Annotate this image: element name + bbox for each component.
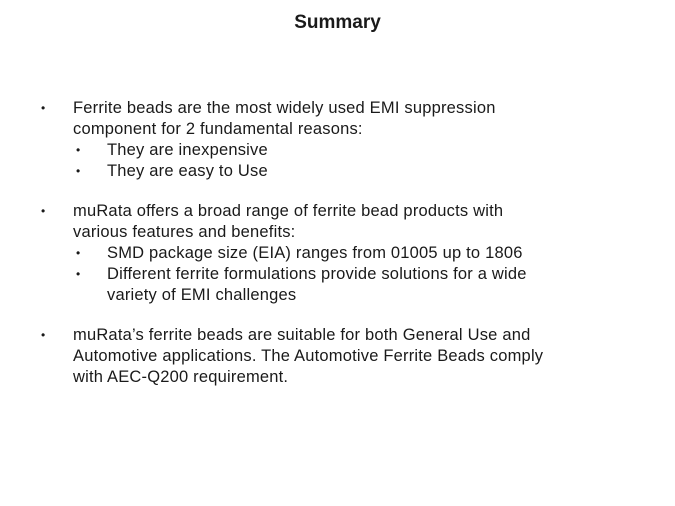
bullet-text bbox=[40, 201, 640, 243]
sub-bullet-item-package-size bbox=[40, 243, 640, 264]
bullet-line: component for 2 fundamental reasons: bbox=[73, 120, 363, 138]
sub-bullet-line: variety of EMI challenges bbox=[107, 286, 297, 304]
bullet-line: Automotive applications. The Automotive Ferrite Beads comply bbox=[73, 347, 544, 365]
sub-bullet-item-easy-to-use bbox=[40, 161, 640, 182]
slide-title: Summary bbox=[294, 12, 381, 33]
bullet-dot-icon: • bbox=[41, 328, 46, 342]
bullet-dot-icon: • bbox=[76, 164, 81, 178]
bullet-dot-icon: • bbox=[76, 246, 81, 260]
bullet-text bbox=[40, 98, 640, 140]
sub-bullet-item-inexpensive bbox=[40, 140, 640, 161]
bullet-item-product-range bbox=[40, 201, 640, 306]
bullet-line: with AEC-Q200 requirement. bbox=[73, 368, 289, 386]
bullet-line: various features and benefits: bbox=[73, 223, 296, 241]
sub-bullet-line: SMD package size (EIA) ranges from 01005 up to 1806 bbox=[107, 244, 523, 262]
bullet-item-emi-suppression bbox=[40, 98, 640, 182]
sub-bullet-line: They are easy to Use bbox=[107, 162, 268, 180]
sub-bullet-line: They are inexpensive bbox=[107, 141, 268, 159]
bullet-line: muRata offers a broad range of ferrite bead products with bbox=[73, 202, 504, 220]
bullet-item-applications bbox=[40, 325, 640, 388]
sub-bullet-item-ferrite-formulations bbox=[40, 264, 640, 306]
sub-bullet-line: Different ferrite formulations provide solutions for a wide bbox=[107, 265, 527, 283]
bullet-dot-icon: • bbox=[76, 267, 81, 281]
bullet-dot-icon: • bbox=[41, 204, 46, 218]
bullet-list bbox=[40, 98, 640, 407]
bullet-text bbox=[40, 325, 640, 388]
bullet-line: muRata’s ferrite beads are suitable for both General Use and bbox=[73, 326, 531, 344]
bullet-line: Ferrite beads are the most widely used EMI suppression bbox=[73, 99, 496, 117]
sub-bullet-list bbox=[40, 243, 640, 306]
bullet-dot-icon: • bbox=[41, 101, 46, 115]
sub-bullet-list bbox=[40, 140, 640, 182]
bullet-dot-icon: • bbox=[76, 143, 81, 157]
